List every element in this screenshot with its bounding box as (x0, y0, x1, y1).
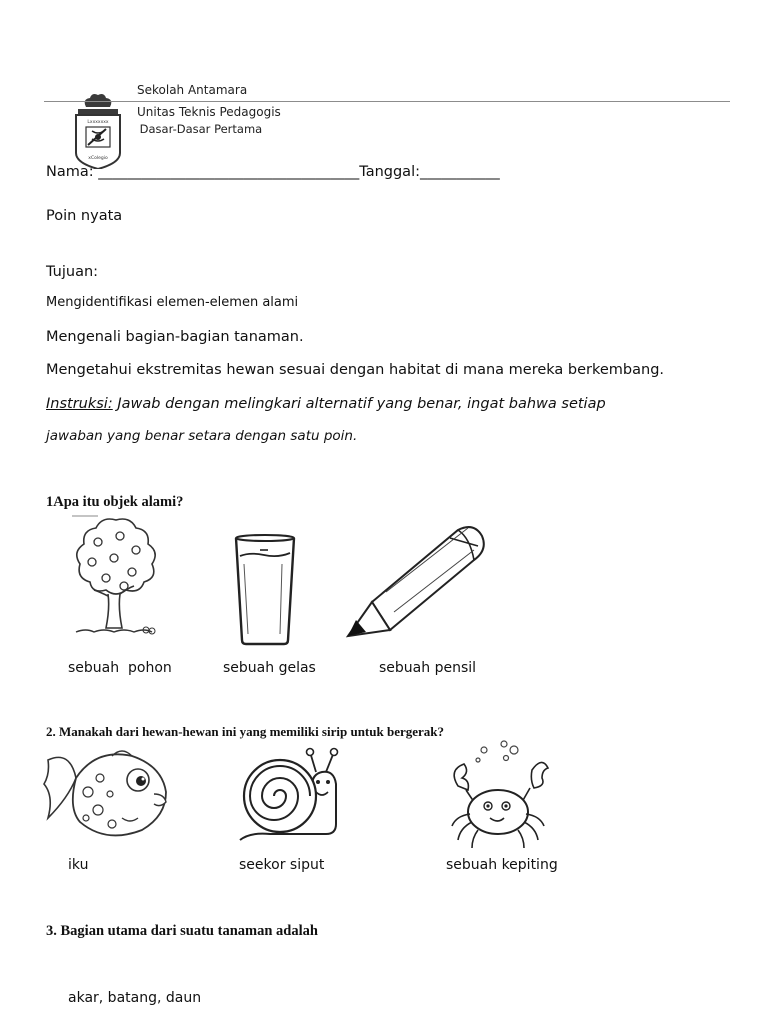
question-3-text: 3. Bagian utama dari suatu tanaman adalah (46, 923, 318, 939)
option-label: iku (68, 857, 89, 873)
instructions-line-2: jawaban yang benar setara dengan satu poin. (46, 428, 358, 444)
pencil-icon (346, 524, 488, 642)
fish-icon (42, 748, 174, 846)
unit-name: Unitas Teknis Pedagogis (137, 105, 281, 119)
option-label: sebuah kepiting (446, 857, 558, 873)
option-label: seekor siput (239, 857, 325, 873)
crab-icon (444, 740, 552, 852)
question-1-text: 1Apa itu objek alami? (46, 494, 184, 510)
logo-top-text: Lxxxxxxx (87, 120, 109, 125)
option-label: sebuah pensil (379, 660, 477, 676)
points-label: Poin nyata (46, 208, 123, 224)
objectives-heading: Tujuan: (46, 264, 99, 280)
question-2-text: 2. Manakah dari hewan-hewan ini yang memiliki sirip untuk bergerak? (46, 724, 444, 739)
snail-icon (236, 748, 344, 848)
school-name: Sekolah Antamara (137, 83, 248, 97)
objective-item: Mengenali bagian-bagian tanaman. (46, 329, 304, 345)
logo-bottom-text: xColegio (88, 156, 108, 161)
instructions-line-1 (46, 396, 606, 412)
header-divider (44, 101, 730, 102)
instructions-label: Instruksi: (46, 396, 113, 412)
school-crest-logo (62, 74, 114, 161)
question-3-answer: akar, batang, daun (68, 990, 202, 1006)
tree-icon (68, 514, 164, 640)
option-label: sebuah gelas (223, 660, 316, 676)
program-name: Dasar-Dasar Pertama (136, 122, 263, 136)
objective-item: Mengidentifikasi elemen-elemen alami (46, 295, 299, 310)
name-date-line: Nama: ____________________________________Tanggal:___________ (46, 164, 500, 180)
objective-item: Mengetahui ekstremitas hewan sesuai dengan habitat di mana mereka berkembang. (46, 362, 665, 378)
glass-icon (232, 534, 298, 646)
option-label: sebuah pohon (68, 660, 172, 676)
instructions-text: Jawab dengan melingkari alternatif yang benar, ingat bahwa setiap (112, 396, 606, 412)
